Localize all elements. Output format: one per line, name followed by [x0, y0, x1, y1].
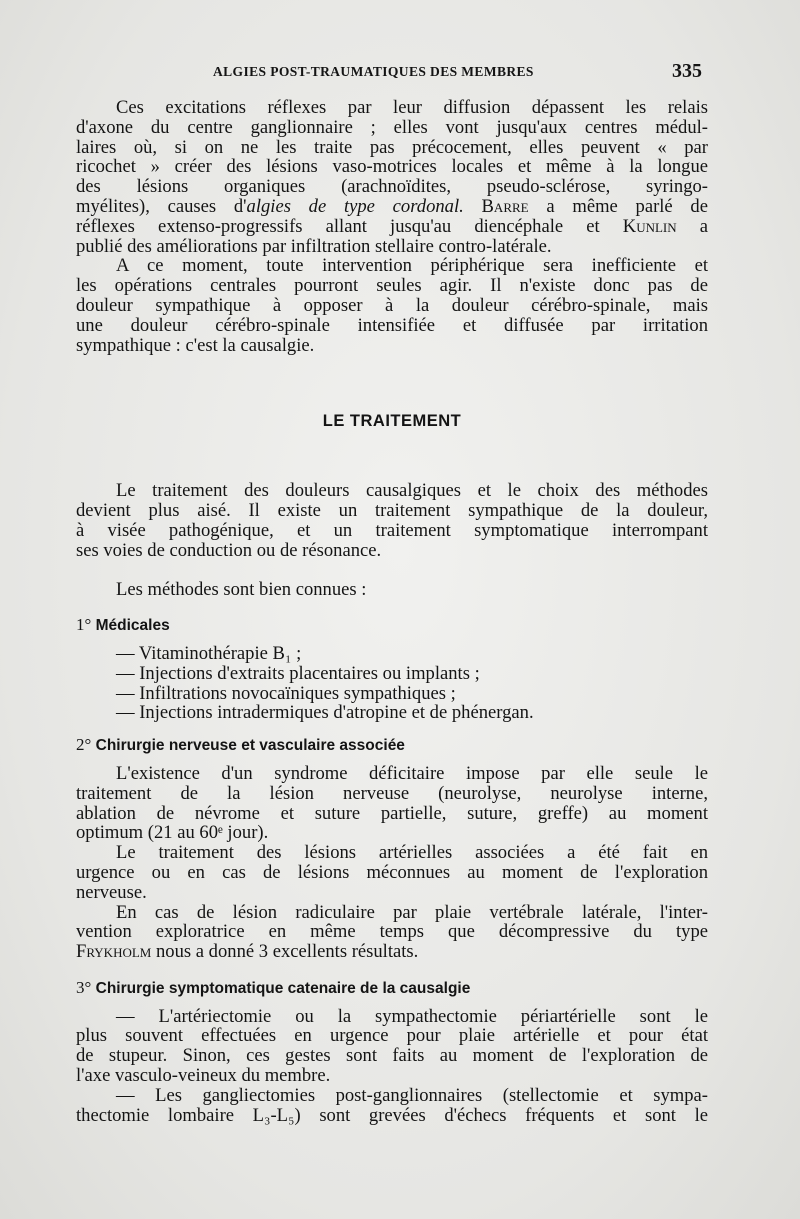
text-fragment: myélites), causes d'	[76, 195, 247, 217]
paragraph-2	[76, 256, 708, 355]
text-line: Le traitement des douleurs causalgiques et le choix des méthodes	[116, 480, 708, 502]
text-line: urgence ou en cas de lésions méconnues au moment de l'exploration	[76, 861, 708, 883]
paragraph-6	[76, 843, 708, 902]
text-line: ricochet » créer des lésions vaso-motrices locales et même à la longue	[76, 156, 708, 178]
text-fragment: a	[676, 215, 708, 237]
subheading-chirurgie-symptomatique	[76, 978, 708, 999]
list-item: — Vitaminothérapie B₁ ;	[116, 642, 302, 664]
text-line: de stupeur. Sinon, ces gestes sont faits au moment de l'exploration de	[76, 1045, 708, 1067]
text-line: Le traitement des lésions artérielles associées a été fait en	[116, 842, 708, 864]
paragraph-1	[76, 98, 708, 256]
text-line: laires où, si on ne les traite pas précocement, elles peuvent « par	[76, 136, 708, 158]
text-line: des lésions organiques (arachnoïdites, pseudo-sclérose, syringo-	[76, 176, 708, 198]
author-name-frykholm: Frykholm	[76, 941, 152, 963]
text-line	[76, 217, 708, 237]
subheading-title: Chirurgie nerveuse et vasculaire associée	[95, 737, 405, 755]
text-line: — Les gangliectomies post-ganglionnaires (stellectomie et sympa-	[116, 1084, 708, 1106]
text-line: ablation de névrome et suture partielle, suture, greffe) au moment	[76, 802, 708, 824]
text-line: à visée pathogénique, et un traitement symptomatique interrompant	[76, 519, 708, 541]
body-text	[76, 98, 708, 1125]
paragraph-7	[76, 903, 708, 962]
text-line: thectomie lombaire L₃-L₅) sont grevées d'échecs fréquents et sont le	[76, 1104, 708, 1126]
section-heading: LE TRAITEMENT	[322, 412, 462, 431]
subheading-medicales	[76, 615, 708, 636]
text-line: une douleur cérébro-spinale intensifiée et diffusée par irritation	[76, 314, 708, 336]
text-line: plus souvent effectuées en urgence pour plaie artérielle et pour état	[76, 1025, 708, 1047]
subheading-number: 1°	[76, 615, 92, 635]
text-line: ses voies de conduction ou de résonance.	[76, 539, 382, 561]
text-line: sympathique : c'est la causalgie.	[76, 334, 315, 356]
text-line	[76, 942, 708, 962]
text-line: d'axone du centre ganglionnaire ; elles vont jusqu'aux centres médul-	[76, 116, 708, 138]
paragraph-8	[76, 1007, 708, 1086]
text-line: publié des améliorations par infiltration stellaire contro-latérale.	[76, 235, 552, 257]
text-line: l'axe vasculo-veineux du membre.	[76, 1065, 331, 1087]
author-name-barre: Barre	[463, 195, 529, 217]
text-line: devient plus aisé. Il existe un traitement sympathique de la douleur,	[76, 499, 708, 521]
text-fragment: réflexes extenso-progressifs allant jusqu'au diencéphale et	[76, 215, 623, 237]
text-line: vention exploratrice en même temps que décompressive du type	[76, 921, 708, 943]
medical-list	[76, 644, 708, 723]
list-item: — Injections intradermiques d'atropine et de phénergan.	[116, 702, 534, 724]
page-number: 335	[672, 60, 702, 82]
author-name-kunlin: Kunlin	[622, 215, 677, 237]
list-item: — Infiltrations novocaïniques sympathiques ;	[116, 682, 456, 704]
text-line: En cas de lésion radiculaire par plaie vertébrale latérale, l'inter-	[116, 901, 708, 923]
running-header-title: ALGIES POST-TRAUMATIQUES DES MEMBRES	[213, 64, 534, 79]
text-line: optimum (21 au 60ᵉ jour).	[76, 822, 269, 844]
paragraph-3	[76, 481, 708, 560]
text-line: les opérations centrales pourront seules agir. Il n'existe donc pas de	[76, 275, 708, 297]
text-fragment: a même parlé de	[528, 195, 708, 217]
subheading-number: 2°	[76, 735, 92, 755]
text-line: douleur sympathique à opposer à la douleur cérébro-spinale, mais	[76, 294, 708, 316]
paragraph-9	[76, 1086, 708, 1126]
text-line: A ce moment, toute intervention périphérique sera inefficiente et	[116, 255, 708, 277]
paragraph-4: Les méthodes sont bien connues :	[116, 579, 367, 601]
text-line: — L'artériectomie ou la sympathectomie périartérielle sont le	[116, 1005, 708, 1027]
subheading-title: Chirurgie symptomatique catenaire de la causalgie	[95, 979, 471, 997]
text-line	[76, 197, 708, 217]
subheading-chirurgie-nerveuse	[76, 735, 708, 756]
text-line: nerveuse.	[76, 881, 147, 903]
subheading-title: Médicales	[95, 617, 170, 635]
list-item: — Injections d'extraits placentaires ou implants ;	[116, 662, 480, 684]
text-fragment: nous a donné 3 excellents résultats.	[151, 941, 419, 963]
text-line: Ces excitations réflexes par leur diffusion dépassent les relais	[116, 97, 708, 118]
paragraph-5	[76, 764, 708, 843]
running-header	[0, 62, 800, 84]
italic-text: algies de type cordonal.	[246, 195, 464, 217]
subheading-number: 3°	[76, 977, 92, 997]
text-line: traitement de la lésion nerveuse (neurolyse, neurolyse interne,	[76, 782, 708, 804]
text-line: L'existence d'un syndrome déficitaire impose par elle seule le	[116, 762, 708, 784]
